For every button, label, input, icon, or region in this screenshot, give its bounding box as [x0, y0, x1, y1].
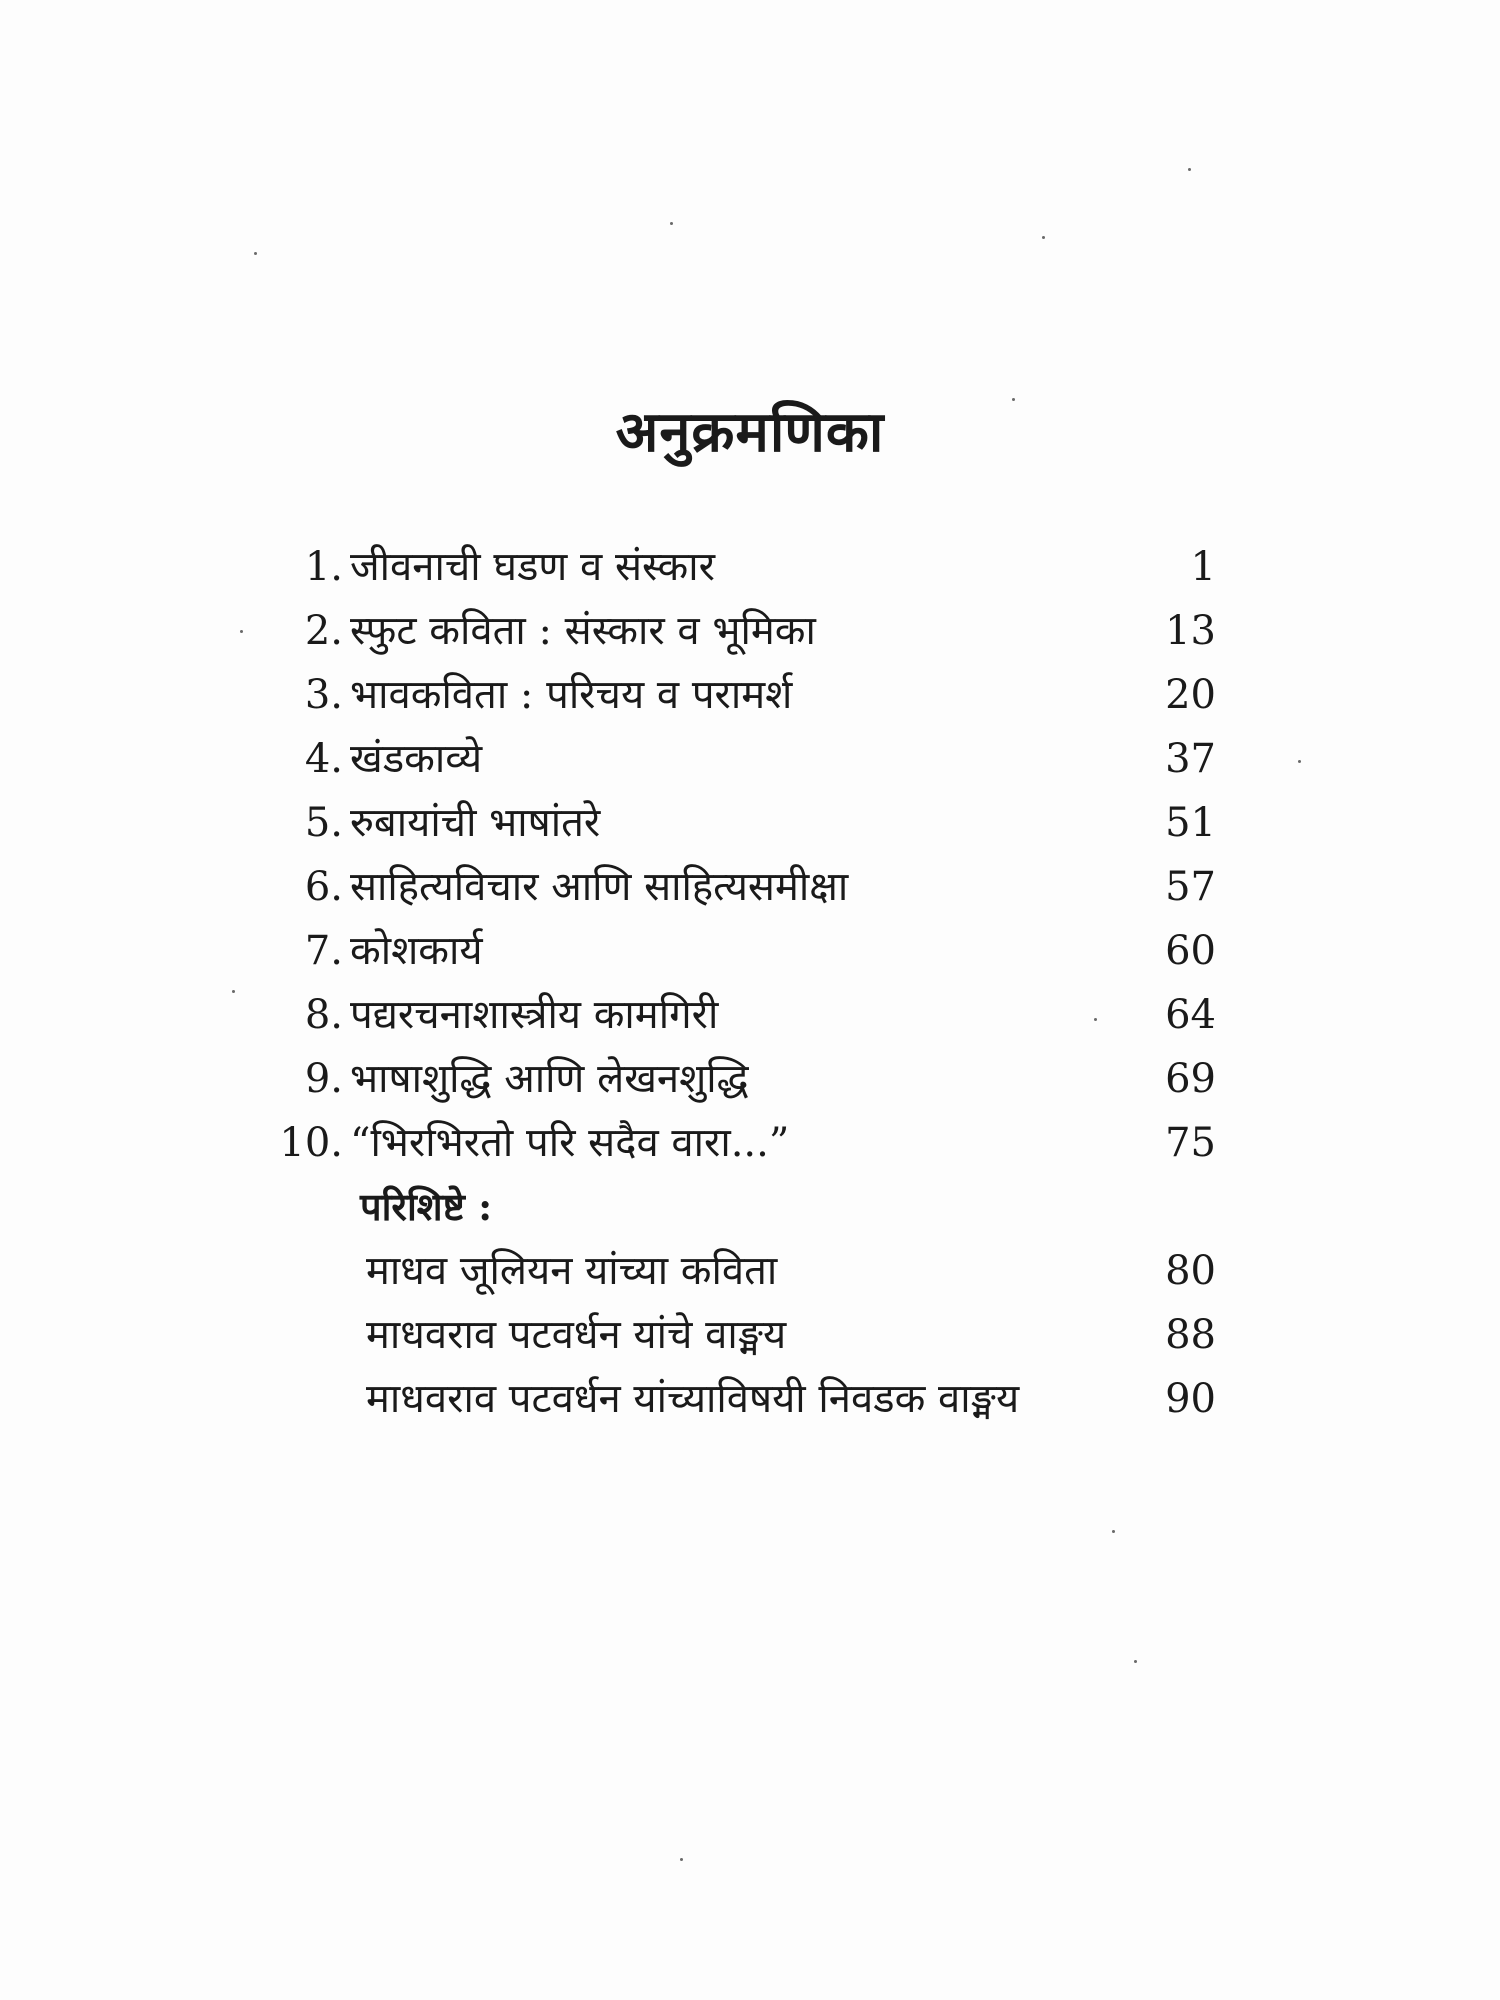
- entry-title: खंडकाव्ये: [350, 736, 483, 782]
- scan-speck: [1042, 236, 1045, 239]
- appendix-entry-title: माधव जूलियन यांच्या कविता: [366, 1248, 778, 1294]
- scan-speck: [1134, 1660, 1137, 1663]
- page-title: अनुक्रमणिका: [615, 399, 885, 465]
- entry-number: 4.: [304, 736, 343, 782]
- entry-page-number: 20: [1165, 672, 1216, 718]
- entry-title: रुबायांची भाषांतरे: [350, 800, 601, 846]
- appendix-entry-page-number: 88: [1165, 1312, 1216, 1358]
- entry-title: भाषाशुद्धि आणि लेखनशुद्धि: [350, 1056, 749, 1102]
- entry-page-number: 1: [1190, 544, 1216, 590]
- scan-speck: [1112, 1530, 1115, 1533]
- toc-entry-1: [270, 535, 1216, 599]
- entry-number: 5.: [304, 800, 343, 846]
- toc-entry-5: [270, 791, 1216, 855]
- entry-number: 7.: [304, 928, 343, 974]
- entry-page-number: 75: [1165, 1120, 1216, 1166]
- entry-page-number: 13: [1165, 608, 1216, 654]
- appendix-entry-2: [270, 1303, 1216, 1367]
- scan-speck: [240, 630, 243, 633]
- entry-title: साहित्यविचार आणि साहित्यसमीक्षा: [350, 864, 849, 910]
- entry-page-number: 64: [1165, 992, 1216, 1038]
- entry-page-number: 60: [1165, 928, 1216, 974]
- appendix-entry-title: माधवराव पटवर्धन यांच्याविषयी निवडक वाङ्मय: [366, 1376, 1020, 1422]
- entry-number: 1.: [304, 544, 343, 590]
- entry-page-number: 69: [1165, 1056, 1216, 1102]
- entry-page-number: 57: [1165, 864, 1216, 910]
- scan-speck: [680, 1858, 683, 1861]
- appendix-entry-title: माधवराव पटवर्धन यांचे वाङ्मय: [366, 1312, 787, 1358]
- entry-title: कोशकार्य: [350, 928, 483, 974]
- entry-title: जीवनाची घडण व संस्कार: [350, 544, 715, 590]
- appendix-entry-page-number: 80: [1165, 1248, 1216, 1294]
- entry-number: 2.: [304, 608, 343, 654]
- entry-number: 3.: [304, 672, 343, 718]
- scan-speck: [232, 990, 235, 993]
- toc-entry-2: [270, 599, 1216, 663]
- appendix-entry-3: [270, 1367, 1216, 1431]
- scan-speck: [1012, 398, 1015, 401]
- entry-number: 9.: [304, 1056, 343, 1102]
- toc-entry-10: [270, 1111, 1216, 1175]
- scan-speck: [1298, 760, 1301, 763]
- appendix-heading: परिशिष्टे :: [360, 1184, 493, 1229]
- entry-page-number: 51: [1165, 800, 1216, 846]
- scan-speck: [1188, 168, 1191, 171]
- table-of-contents: [270, 535, 1216, 1431]
- toc-entry-3: [270, 663, 1216, 727]
- entry-title: पद्यरचनाशास्त्रीय कामगिरी: [350, 992, 719, 1038]
- scan-speck: [1094, 1018, 1097, 1021]
- appendix-entry-1: [270, 1239, 1216, 1303]
- entry-number: 6.: [304, 864, 343, 910]
- toc-entry-9: [270, 1047, 1216, 1111]
- scan-speck: [254, 252, 257, 255]
- entry-page-number: 37: [1165, 736, 1216, 782]
- entry-title: “भिरभिरतो परि सदैव वारा...”: [350, 1120, 790, 1166]
- appendix-entry-page-number: 90: [1165, 1376, 1216, 1422]
- toc-entry-8: [270, 983, 1216, 1047]
- scan-speck: [670, 222, 673, 225]
- entry-title: भावकविता : परिचय व परामर्श: [350, 672, 793, 718]
- toc-entry-7: [270, 919, 1216, 983]
- entry-title: स्फुट कविता : संस्कार व भूमिका: [350, 608, 816, 654]
- entry-number: 10.: [279, 1120, 343, 1166]
- toc-entry-4: [270, 727, 1216, 791]
- toc-entry-6: [270, 855, 1216, 919]
- entry-number: 8.: [304, 992, 343, 1038]
